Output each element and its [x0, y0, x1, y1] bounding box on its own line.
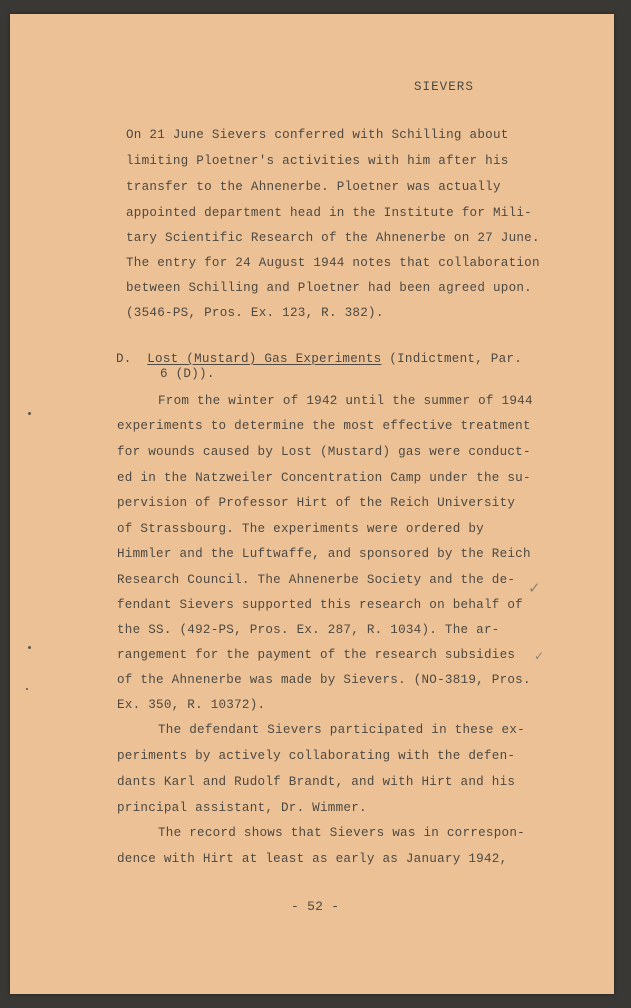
page-number: - 52 - — [291, 899, 340, 914]
margin-speck — [28, 646, 31, 649]
p1-line-5: tary Scientific Research of the Ahnenerbe on 27 June. — [126, 231, 540, 245]
p3-line-3: dants Karl and Rudolf Brandt, and with Hirt and his — [117, 775, 516, 789]
section-letter: D. — [116, 352, 132, 366]
margin-speck — [28, 412, 31, 415]
p2-line-3: for wounds caused by Lost (Mustard) gas were conduct- — [117, 445, 531, 459]
p2-line-11: rangement for the payment of the research subsidies — [117, 648, 516, 662]
p2-line-5: pervision of Professor Hirt of the Reich University — [117, 496, 516, 510]
p1-line-2: limiting Ploetner's activities with him after his — [126, 154, 509, 168]
p2-line-12: of the Ahnenerbe was made by Sievers. (NO-3819, Pros. — [117, 673, 531, 687]
p3-line-4: principal assistant, Dr. Wimmer. — [117, 801, 367, 815]
page-header: SIEVERS — [414, 80, 474, 94]
p2-line-4: ed in the Natzweiler Concentration Camp under the su- — [117, 471, 531, 485]
section-ref: (Indictment, Par. — [389, 352, 523, 366]
p1-line-8: (3546-PS, Pros. Ex. 123, R. 382). — [126, 306, 384, 320]
p1-line-7: between Schilling and Ploetner had been agreed upon. — [126, 281, 532, 295]
document-page — [10, 14, 614, 994]
p1-line-3: transfer to the Ahnenerbe. Ploetner was actually — [126, 180, 501, 194]
p3-line-1: The defendant Sievers participated in these ex- — [158, 723, 525, 737]
p2-line-10: the SS. (492-PS, Pros. Ex. 287, R. 1034). The ar- — [117, 623, 500, 637]
p2-line-8: Research Council. The Ahnenerbe Society and the de- — [117, 573, 516, 587]
p1-line-4: appointed department head in the Institute for Mili- — [126, 206, 532, 220]
section-heading — [116, 352, 522, 366]
p3-line-2: periments by actively collaborating with the defen- — [117, 749, 516, 763]
p2-line-2: experiments to determine the most effective treatment — [117, 419, 531, 433]
p2-line-9: fendant Sievers supported this research on behalf of — [117, 598, 523, 612]
check-mark-icon: ✓ — [534, 649, 545, 663]
p2-line-7: Himmler and the Luftwaffe, and sponsored by the Reich — [117, 547, 531, 561]
p4-line-1: The record shows that Sievers was in correspon- — [158, 826, 525, 840]
p2-line-1: From the winter of 1942 until the summer of 1944 — [158, 394, 533, 408]
section-title: Lost (Mustard) Gas Experiments — [147, 352, 382, 366]
p2-line-6: of Strassbourg. The experiments were ordered by — [117, 522, 484, 536]
check-mark-icon: ✓ — [528, 579, 541, 597]
section-ref-continued: 6 (D)). — [160, 367, 215, 381]
p2-line-13: Ex. 350, R. 10372). — [117, 698, 266, 712]
margin-speck — [26, 688, 28, 690]
p1-line-1: On 21 June Sievers conferred with Schilling about — [126, 128, 509, 142]
p4-line-2: dence with Hirt at least as early as January 1942, — [117, 852, 508, 866]
p1-line-6: The entry for 24 August 1944 notes that collaboration — [126, 256, 540, 270]
